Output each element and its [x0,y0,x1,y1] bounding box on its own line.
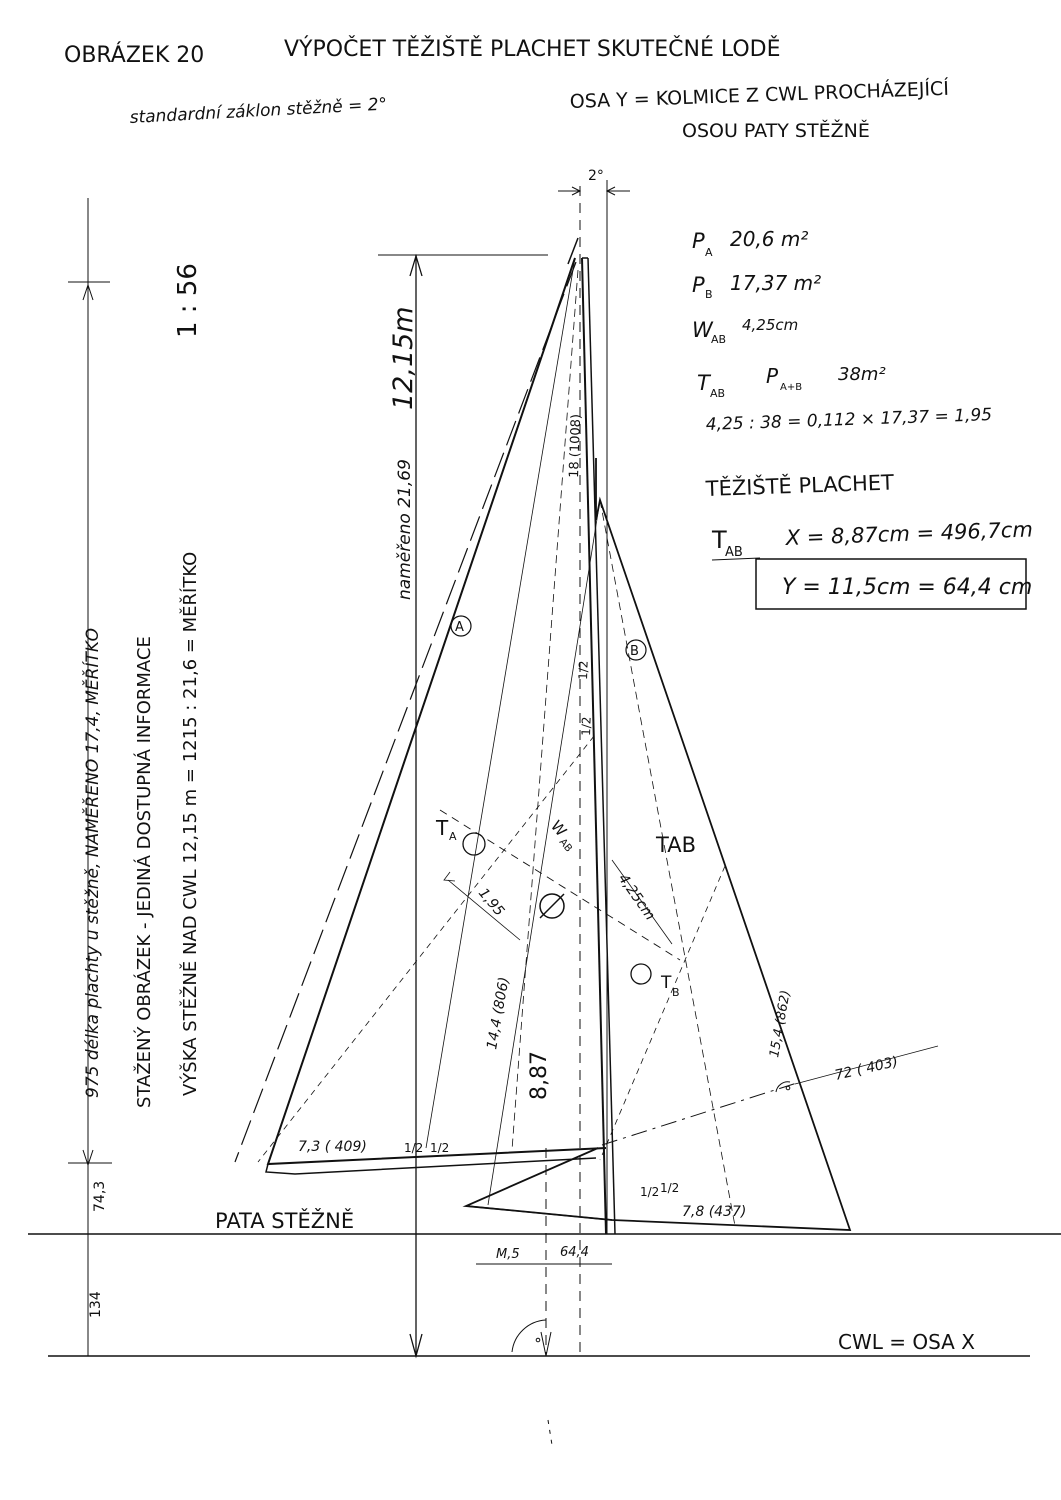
ta-tb-dimension: 1,95 [474,885,508,920]
foot-b-length: 7,8 (437) [682,1204,747,1220]
scale-value: 1 : 56 [173,263,203,338]
calc-formula: 4,25 : 38 = 0,112 × 17,37 = 1,95 [705,405,993,435]
luff-half-mark: 1/2 [579,716,594,737]
label-tb-sub: B [672,986,680,999]
label-tab: TAB [656,833,696,857]
pab-value: 38m² [838,364,886,385]
result-label: T [712,526,727,554]
sail-b-label: B [630,644,639,659]
y-result: Y = 11,5cm = 64,4 cm [782,575,1033,600]
mast-angle-label: 2° [588,168,604,184]
bottom-right-dimension: 64,4 [560,1245,589,1260]
wab-symbol-sub: AB [711,333,727,346]
foot-a-length: 7,3 ( 409) [298,1139,367,1155]
label-ta-sub: A [449,830,457,843]
wab-label: W [546,817,571,840]
foot-b-half-mark: 1/2 [640,1185,660,1199]
mast-height-value: 12,15m [388,306,419,410]
x-result: X = 8,87cm = 496,7cm [785,517,1034,550]
side-note-sail-length: 975 délka plachty u stěžně, NAMĚŘENO 17,4, MĚŘÍTKO [83,628,103,1098]
figure-number: OBRÁZEK 20 [64,43,205,68]
result-title: TĚŽIŠTĚ PLACHET [705,470,895,501]
lower-left-dimension: 134 [88,1291,104,1318]
mast-left-edge [582,258,606,1234]
sail-a-outline [268,258,606,1164]
leech-b-length: 72 ( 403) [833,1053,900,1084]
pab-symbol: P [766,364,779,388]
foot-b-half-mark-2: 1/2 [660,1181,680,1195]
rake-note: standardní záklon stěžně = 2° [129,94,388,128]
pa-value: 20,6 m² [730,227,809,251]
centroid-ta [463,833,485,855]
measured-length: naměřeno 21,69 [395,459,415,600]
side-note-mast-height: VÝŠKA STĚŽNĚ NAD CWL 12,15 m = 1215 : 21,6 = MĚŘÍTKO [180,551,201,1096]
axis-y-note-line1: OSA Y = KOLMICE Z CWL PROCHÁZEJÍCÍ [569,77,950,113]
foot-a-half-mark-2: 1/2 [430,1141,450,1155]
wab-symbol: W [692,318,713,342]
luff-a-length: 18 (1008) [567,413,585,479]
pa-symbol: P [692,229,705,253]
left-base-dimension: 74,3 [92,1180,108,1212]
pa-symbol-sub: A [705,246,713,259]
pb-value: 17,37 m² [730,271,822,295]
sail-a-label: A [455,620,464,635]
diag-a-length: 14,4 (806) [484,975,513,1051]
label-ta: T [436,816,449,840]
pab-symbol-sub: A+B [780,382,803,393]
side-note-downloaded: STAŽENÝ OBRÁZEK - JEDINÁ DOSTUPNÁ INFORMACE [134,636,155,1108]
mast-foot-label: PATA STĚŽNĚ [215,1209,355,1233]
tab-symbol-sub: AB [710,387,726,400]
wab-value: 4,25cm [742,316,799,334]
cwl-label: CWL = OSA X [838,1330,975,1354]
label-tb: T [661,973,672,993]
pb-symbol: P [692,273,705,297]
pb-symbol-sub: B [705,288,713,301]
tab-symbol: T [697,371,710,395]
centroid-tb [631,964,651,984]
figure-title: VÝPOČET TĚŽIŠTĚ PLACHET SKUTEČNÉ LODĚ [284,37,781,62]
axis-y-note-line2: OSOU PATY STĚŽNĚ [682,120,870,142]
wab-label-sub: AB [556,836,574,855]
perp-b-length: 15,4 (862) [767,989,794,1059]
result-label-sub: AB [725,545,743,560]
foot-a-half-mark: 1/2 [404,1141,424,1155]
ab-distance: 4,25cm [614,871,658,924]
bottom-left-dimension: M,5 [496,1247,520,1262]
luff-half-mark-lower: 1/2 [576,660,591,681]
y-dimension: 8,87 [527,1051,552,1100]
